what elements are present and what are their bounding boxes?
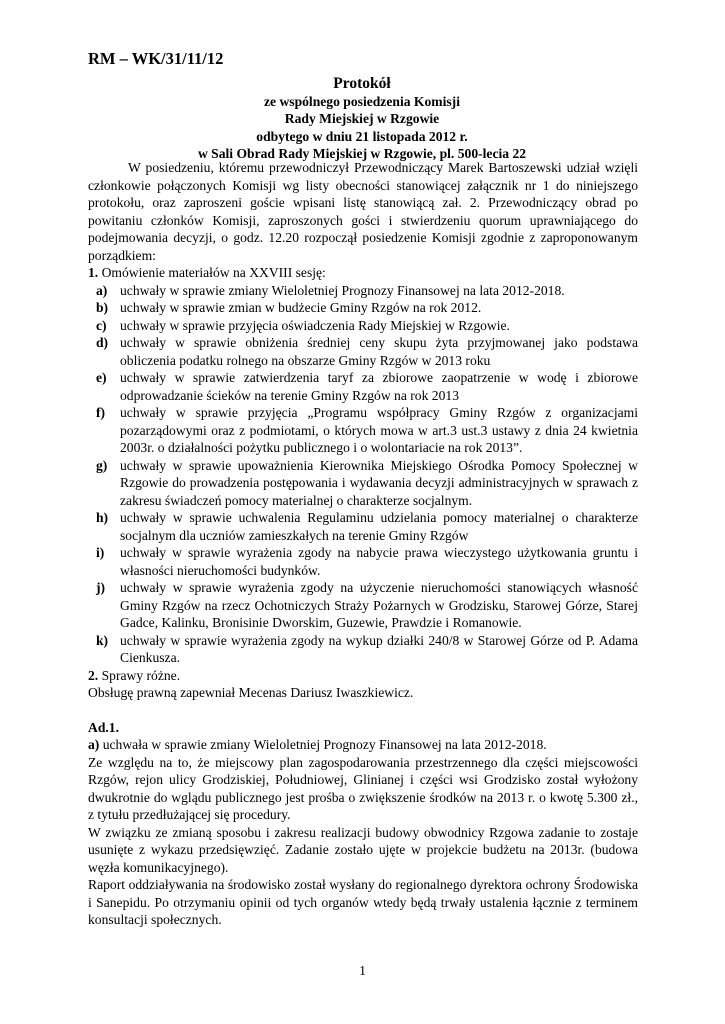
agenda-subitem: j) uchwały w sprawie wyrażenia zgody na użyczenie nieruchomości stanowiących własność Gminy Rzgów na rzecz Ochotniczych Straży Pożarnych w Grodzisku, Starowej Górze, Starej Gadce, Kalinku, Bronisinie Dworskim, Guzewie, Prawdzie i Romanowie. (96, 580, 638, 630)
agenda-subitem: k) uchwały w sprawie wyrażenia zgody na wykup działki 240/8 w Starowej Górze od P. Adama Cienkusza. (96, 632, 638, 665)
agenda-subitem: f) uchwały w sprawie przyjęcia „Programu współpracy Gminy Rzgów z organizacjami pozarządowymi oraz z podmiotami, o których mowa w art.3 ust.3 ustawy z dnia 24 kwietnia 2003r. o działalności pożytku publicznego i o wolontariacie na rok 2013”. (96, 405, 638, 455)
subtitle-line: w Sali Obrad Rady Miejskiej w Rzgowie, pl. 500-lecia 22 (197, 145, 527, 161)
agenda-point-2: 2. Sprawy różne. (88, 667, 181, 683)
intro-paragraph: W posiedzeniu, któremu przewodniczył Przewodniczący Marek Bartoszewski udział wzięli członkowie połączonych Komisji wg listy obecności stanowiącej załącznik nr 1 do niniejszego protokołu, oraz zaproszeni goście wpisani listę stanowiącą zał. 2. Przewodniczący obrad po powitaniu członków Komisji, zaproszonych gości i stwierdzeniu quorum uprawniającego do podejmowania decyzji, o godz. 12.20 rozpoczął posiedzenie Komisji zgodnie z zaproponowanym porządkiem: (88, 160, 638, 263)
agenda-subitem: d) uchwały w sprawie obniżenia średniej ceny skupu żyta przyjmowanej jako podstawa obliczenia podatku rolnego na obszarze Gminy Rzgów w 2013 roku (96, 335, 638, 368)
spacer (88, 702, 638, 719)
agenda-point-1: 1. Omówienie materiałów na XXVIII sesję: (88, 265, 326, 280)
legal-service-note: Obsługę prawną zapewniał Mecenas Dariusz Iwaszkiewicz. (88, 685, 414, 700)
document-header (88, 74, 636, 162)
agenda-subitem: h) uchwały w sprawie uchwalenia Regulaminu udzielania pomocy materialnej o charakterze socjalnym dla uczniów zamieszkałych na terenie Gminy Rzgów (96, 510, 638, 543)
body-paragraph: Raport oddziaływania na środowisko został wysłany do regionalnego dyrektora ochrony Środowiska i Sanepidu. Po otrzymaniu opinii od tych organów wtedy będą trwały ustalenia łącznie z terminem konsultacji społecznych. (88, 877, 638, 927)
subtitle-line: ze wspólnego posiedzenia Komisji (264, 94, 460, 109)
document-title: Protokół (333, 75, 391, 92)
subtitle-line: Rady Miejskiej w Rzgowie (284, 111, 440, 127)
agenda-subitem: b) uchwały w sprawie zmian w budżecie Gminy Rzgów na rok 2012. (96, 300, 482, 315)
section-a-heading: a) uchwała w sprawie zmiany Wieloletniej Prognozy Finansowej na lata 2012-2018. (88, 737, 547, 752)
agenda-subitem: e) uchwały w sprawie zatwierdzenia taryf za zbiorowe zaopatrzenie w wodę i zbiorowe odprowadzanie ścieków na terenie Gminy Rzgów na rok 2013 (96, 370, 638, 403)
document-body (88, 159, 638, 929)
page-number: 1 (359, 963, 366, 978)
section-heading: Ad.1. (88, 719, 119, 735)
body-paragraph: W związku ze zmianą sposobu i zakresu realizacji budowy obwodnicy Rzgowa zadanie to zostaje usunięte z wykazu przedsięwzięć. Zadanie zostało ujęte w projekcie budżetu na 2013r. (budowa węzła komunikacyjnego). (88, 824, 638, 875)
agenda-subitem: c) uchwały w sprawie przyjęcia oświadczenia Rady Miejskiej w Rzgowie. (96, 317, 510, 333)
body-paragraph: Ze względu na to, że miejscowy plan zagospodarowania przestrzennego dla części miejscowości Rzgów, rejon ulicy Grodziskiej, Południowej, Glinianej i części wsi Grodzisko został wyłożony dwukrotnie do wglądu publicznego jest prośba o zwiększenie środków na 2013 r. o kwotę 5.300 zł., z tytułu przedłużającej się procedury. (88, 754, 638, 822)
agenda-subitem: a) uchwały w sprawie zmiany Wieloletniej Prognozy Finansowej na lata 2012-2018. (96, 282, 565, 298)
document-reference: RM – WK/31/11/12 (88, 49, 224, 68)
agenda-subitem: g) uchwały w sprawie upoważnienia Kierownika Miejskiego Ośrodka Pomocy Społecznej w Rzgowie do prowadzenia postępowania i wydawania decyzji administracyjnych w sprawach z zakresu świadczeń pomocy materialnej o charakterze socjalnym. (96, 457, 638, 508)
subtitle-line: odbytego w dniu 21 listopada 2012 r. (256, 128, 468, 144)
agenda-sublist (88, 282, 638, 667)
agenda-subitem: i) uchwały w sprawie wyrażenia zgody na nabycie prawa wieczystego użytkowania gruntu i własności nieruchomości budynków. (96, 545, 638, 578)
